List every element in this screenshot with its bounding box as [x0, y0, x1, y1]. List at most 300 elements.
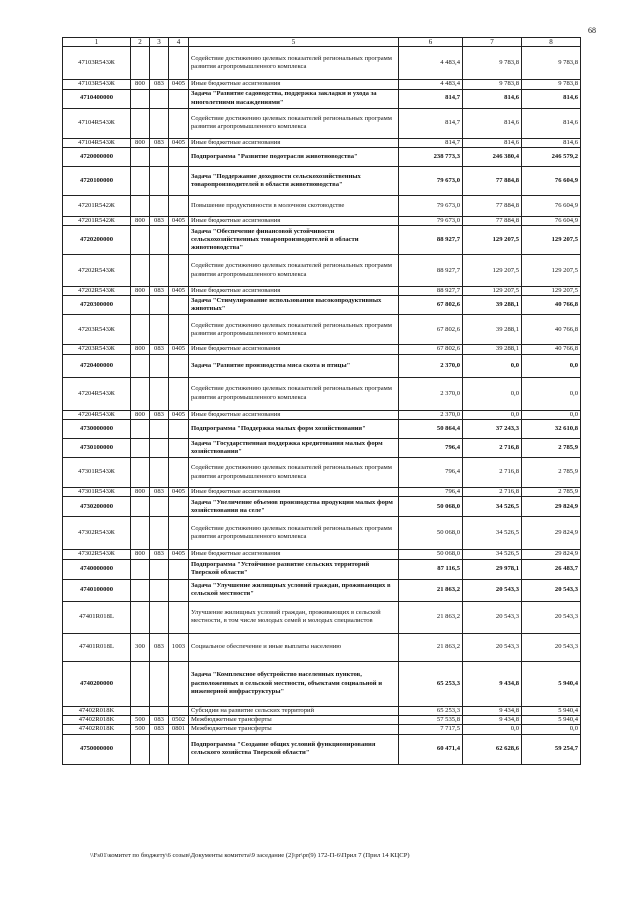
section-cell — [131, 354, 150, 377]
amount-2019-cell: 21 863,2 — [399, 633, 463, 661]
table-row — [63, 138, 581, 147]
header-col-3: 3 — [150, 38, 169, 47]
subsection-cell: 0405 — [169, 216, 189, 225]
amount-2019-cell: 88 927,7 — [399, 226, 463, 255]
table-row — [63, 216, 581, 225]
description-cell: Задача "Стимулирование использования высокопродуктивных животных" — [189, 296, 399, 315]
amount-2021-cell: 40 766,8 — [522, 315, 581, 345]
table-row — [63, 255, 581, 287]
subsection-cell — [169, 579, 189, 601]
section-cell — [131, 458, 150, 488]
subsection-cell: 0405 — [169, 80, 189, 89]
subsection-cell: 0405 — [169, 550, 189, 559]
code-cell: 47104R543Ж — [63, 108, 131, 138]
section-cell: 500 — [131, 715, 150, 724]
subsection-cell — [169, 296, 189, 315]
amount-2021-cell: 2 785,9 — [522, 458, 581, 488]
amount-2019-cell: 2 370,0 — [399, 354, 463, 377]
table-row — [63, 89, 581, 108]
code-cell: 4720100000 — [63, 166, 131, 195]
table-row — [63, 377, 581, 410]
amount-2020-cell: 0,0 — [463, 354, 522, 377]
description-cell: Задача "Увеличение объемов производства продукции малых форм хозяйствования на селе" — [189, 497, 399, 517]
ministry-cell — [150, 458, 169, 488]
amount-2019-cell: 79 673,0 — [399, 216, 463, 225]
description-cell: Подпрограмма "Развитие подотрасли животноводства" — [189, 147, 399, 166]
section-cell — [131, 497, 150, 517]
ministry-cell — [150, 497, 169, 517]
header-col-2: 2 — [131, 38, 150, 47]
subsection-cell — [169, 47, 189, 80]
code-cell: 47401R018L — [63, 601, 131, 633]
amount-2021-cell: 20 543,3 — [522, 601, 581, 633]
section-cell — [131, 734, 150, 764]
table-row — [63, 147, 581, 166]
amount-2021-cell: 814,6 — [522, 89, 581, 108]
amount-2019-cell: 60 471,4 — [399, 734, 463, 764]
code-cell: 4710400000 — [63, 89, 131, 108]
amount-2021-cell: 29 824,9 — [522, 517, 581, 550]
ministry-cell — [150, 296, 169, 315]
table-row — [63, 166, 581, 195]
amount-2020-cell: 0,0 — [463, 725, 522, 734]
header-col-6: 6 — [399, 38, 463, 47]
section-cell — [131, 108, 150, 138]
description-cell: Задача "Комплексное обустройство населенных пунктов, расположенных в сельской местности, объектами социальной и инженерной инфраструктуры" — [189, 661, 399, 706]
code-cell: 47203R543Ж — [63, 345, 131, 354]
code-cell: 47201R542Ж — [63, 195, 131, 216]
code-cell: 4740000000 — [63, 559, 131, 579]
amount-2021-cell: 246 579,2 — [522, 147, 581, 166]
table-row — [63, 559, 581, 579]
amount-2021-cell: 20 543,3 — [522, 579, 581, 601]
table-row — [63, 287, 581, 296]
description-cell: Содействие достижению целевых показателей региональных программ развития агропромышленного комплекса — [189, 255, 399, 287]
subsection-cell: 1003 — [169, 633, 189, 661]
subsection-cell: 0405 — [169, 345, 189, 354]
subsection-cell — [169, 255, 189, 287]
section-cell: 800 — [131, 410, 150, 419]
amount-2019-cell: 67 802,6 — [399, 296, 463, 315]
amount-2021-cell: 129 207,5 — [522, 255, 581, 287]
ministry-cell — [150, 579, 169, 601]
section-cell: 800 — [131, 80, 150, 89]
description-cell: Иные бюджетные ассигнования — [189, 80, 399, 89]
amount-2020-cell: 9 434,8 — [463, 715, 522, 724]
code-cell: 4730000000 — [63, 420, 131, 439]
subsection-cell — [169, 108, 189, 138]
ministry-cell — [150, 315, 169, 345]
table-row — [63, 715, 581, 724]
table-header-row — [63, 38, 581, 47]
section-cell: 800 — [131, 550, 150, 559]
ministry-cell — [150, 89, 169, 108]
table-row — [63, 550, 581, 559]
ministry-cell — [150, 255, 169, 287]
description-cell: Содействие достижению целевых показателей региональных программ развития агропромышленного комплекса — [189, 458, 399, 488]
amount-2019-cell: 65 253,3 — [399, 706, 463, 715]
section-cell — [131, 601, 150, 633]
section-cell: 800 — [131, 138, 150, 147]
page-number: 68 — [588, 26, 596, 35]
section-cell — [131, 195, 150, 216]
table-row — [63, 661, 581, 706]
budget-table — [62, 37, 581, 765]
description-cell: Задача "Государственная поддержка кредитования малых форм хозяйствования" — [189, 439, 399, 458]
table-row — [63, 345, 581, 354]
code-cell: 4750000000 — [63, 734, 131, 764]
ministry-cell — [150, 108, 169, 138]
amount-2019-cell: 88 927,7 — [399, 255, 463, 287]
description-cell: Иные бюджетные ассигнования — [189, 216, 399, 225]
code-cell: 47203R543Ж — [63, 315, 131, 345]
table-row — [63, 296, 581, 315]
amount-2019-cell: 2 370,0 — [399, 377, 463, 410]
table-row — [63, 108, 581, 138]
amount-2020-cell: 2 716,8 — [463, 488, 522, 497]
section-cell — [131, 255, 150, 287]
amount-2019-cell: 4 483,4 — [399, 80, 463, 89]
code-cell: 47402R018K — [63, 715, 131, 724]
amount-2019-cell: 87 116,5 — [399, 559, 463, 579]
ministry-cell: 083 — [150, 138, 169, 147]
description-cell: Повышение продуктивности в молочном скотоводстве — [189, 195, 399, 216]
amount-2021-cell: 814,6 — [522, 138, 581, 147]
amount-2020-cell: 77 884,8 — [463, 216, 522, 225]
ministry-cell — [150, 661, 169, 706]
description-cell: Субсидии на развитие сельских территорий — [189, 706, 399, 715]
subsection-cell — [169, 195, 189, 216]
ministry-cell: 083 — [150, 287, 169, 296]
amount-2020-cell: 2 716,8 — [463, 439, 522, 458]
table-row — [63, 47, 581, 80]
description-cell: Задача "Обеспечение финансовой устойчивости сельскохозяйственных товаропроизводителей в области животноводства" — [189, 226, 399, 255]
section-cell — [131, 226, 150, 255]
section-cell — [131, 420, 150, 439]
subsection-cell — [169, 706, 189, 715]
ministry-cell — [150, 706, 169, 715]
table-row — [63, 734, 581, 764]
ministry-cell — [150, 195, 169, 216]
amount-2021-cell: 59 254,7 — [522, 734, 581, 764]
subsection-cell — [169, 601, 189, 633]
ministry-cell — [150, 47, 169, 80]
table-row — [63, 226, 581, 255]
amount-2021-cell: 5 940,4 — [522, 706, 581, 715]
amount-2019-cell: 814,7 — [399, 89, 463, 108]
table-row — [63, 579, 581, 601]
subsection-cell: 0502 — [169, 715, 189, 724]
amount-2021-cell: 129 207,5 — [522, 226, 581, 255]
description-cell: Задача "Улучшение жилищных условий граждан, проживающих в сельской местности" — [189, 579, 399, 601]
amount-2019-cell: 814,7 — [399, 108, 463, 138]
description-cell: Задача "Поддержание доходности сельскохозяйственных товаропроизводителей в области животноводства" — [189, 166, 399, 195]
header-col-1: 1 — [63, 38, 131, 47]
description-cell: Содействие достижению целевых показателей региональных программ развития агропромышленного комплекса — [189, 517, 399, 550]
subsection-cell — [169, 661, 189, 706]
amount-2021-cell: 29 824,9 — [522, 550, 581, 559]
amount-2019-cell: 21 863,2 — [399, 601, 463, 633]
file-path-footer: \\Fs01\комитет по бюджету\6 созыв\Документы комитета\9 заседание (2)\рr\рr(9) 172-П-6\Прил 7 (Прил 14 КЦСР) — [90, 852, 410, 859]
amount-2020-cell: 246 380,4 — [463, 147, 522, 166]
description-cell: Межбюджетные трансферты — [189, 725, 399, 734]
code-cell: 47302R543Ж — [63, 517, 131, 550]
subsection-cell — [169, 439, 189, 458]
code-cell: 47301R543Ж — [63, 488, 131, 497]
code-cell: 47204R543Ж — [63, 377, 131, 410]
ministry-cell: 083 — [150, 345, 169, 354]
table-row — [63, 195, 581, 216]
code-cell: 4720200000 — [63, 226, 131, 255]
section-cell — [131, 47, 150, 80]
amount-2020-cell: 34 526,5 — [463, 550, 522, 559]
amount-2021-cell: 26 483,7 — [522, 559, 581, 579]
code-cell: 4730200000 — [63, 497, 131, 517]
table-row — [63, 497, 581, 517]
description-cell: Содействие достижению целевых показателей региональных программ развития агропромышленного комплекса — [189, 315, 399, 345]
section-cell: 800 — [131, 345, 150, 354]
subsection-cell: 0405 — [169, 138, 189, 147]
table-row — [63, 354, 581, 377]
code-cell: 4720300000 — [63, 296, 131, 315]
code-cell: 47202R543Ж — [63, 255, 131, 287]
section-cell — [131, 377, 150, 410]
amount-2019-cell: 50 068,0 — [399, 517, 463, 550]
header-col-4: 4 — [169, 38, 189, 47]
ministry-cell — [150, 439, 169, 458]
amount-2020-cell: 39 288,1 — [463, 296, 522, 315]
ministry-cell: 083 — [150, 216, 169, 225]
description-cell: Иные бюджетные ассигнования — [189, 410, 399, 419]
subsection-cell — [169, 458, 189, 488]
ministry-cell — [150, 601, 169, 633]
subsection-cell: 0405 — [169, 287, 189, 296]
amount-2020-cell: 129 207,5 — [463, 226, 522, 255]
code-cell: 47204R543Ж — [63, 410, 131, 419]
amount-2019-cell: 50 068,0 — [399, 550, 463, 559]
amount-2020-cell: 129 207,5 — [463, 255, 522, 287]
subsection-cell — [169, 147, 189, 166]
code-cell: 47402R018K — [63, 706, 131, 715]
header-col-5: 5 — [189, 38, 399, 47]
code-cell: 4740200000 — [63, 661, 131, 706]
amount-2020-cell: 9 783,8 — [463, 47, 522, 80]
amount-2020-cell: 39 288,1 — [463, 345, 522, 354]
description-cell: Социальное обеспечение и иные выплаты населению — [189, 633, 399, 661]
section-cell — [131, 166, 150, 195]
code-cell: 47401R018L — [63, 633, 131, 661]
description-cell: Улучшение жилищных условий граждан, проживающих в сельской местности, в том числе молодых семей и молодых специалистов — [189, 601, 399, 633]
subsection-cell — [169, 497, 189, 517]
amount-2020-cell: 814,6 — [463, 108, 522, 138]
subsection-cell — [169, 166, 189, 195]
amount-2021-cell: 40 766,8 — [522, 345, 581, 354]
section-cell — [131, 579, 150, 601]
ministry-cell: 083 — [150, 725, 169, 734]
code-cell: 4720000000 — [63, 147, 131, 166]
amount-2020-cell: 37 243,3 — [463, 420, 522, 439]
description-cell: Содействие достижению целевых показателей региональных программ развития агропромышленного комплекса — [189, 377, 399, 410]
amount-2020-cell: 20 543,3 — [463, 633, 522, 661]
ministry-cell — [150, 147, 169, 166]
section-cell — [131, 89, 150, 108]
amount-2020-cell: 0,0 — [463, 377, 522, 410]
amount-2020-cell: 34 526,5 — [463, 497, 522, 517]
amount-2021-cell: 0,0 — [522, 410, 581, 419]
subsection-cell — [169, 354, 189, 377]
amount-2020-cell: 34 526,5 — [463, 517, 522, 550]
amount-2019-cell: 814,7 — [399, 138, 463, 147]
ministry-cell — [150, 377, 169, 410]
amount-2021-cell: 76 604,9 — [522, 166, 581, 195]
description-cell: Подпрограмма "Создание общих условий функционирования сельского хозяйства Тверской области" — [189, 734, 399, 764]
table-row — [63, 601, 581, 633]
amount-2020-cell: 814,6 — [463, 138, 522, 147]
table-row — [63, 410, 581, 419]
table-row — [63, 80, 581, 89]
amount-2019-cell: 796,4 — [399, 488, 463, 497]
table-row — [63, 488, 581, 497]
amount-2021-cell: 814,6 — [522, 108, 581, 138]
amount-2021-cell: 0,0 — [522, 377, 581, 410]
ministry-cell — [150, 166, 169, 195]
amount-2019-cell: 88 927,7 — [399, 287, 463, 296]
section-cell — [131, 706, 150, 715]
amount-2020-cell: 0,0 — [463, 410, 522, 419]
code-cell: 47402R018K — [63, 725, 131, 734]
description-cell: Иные бюджетные ассигнования — [189, 345, 399, 354]
amount-2019-cell: 67 802,6 — [399, 345, 463, 354]
ministry-cell: 083 — [150, 488, 169, 497]
section-cell — [131, 147, 150, 166]
description-cell: Содействие достижению целевых показателей региональных программ развития агропромышленного комплекса — [189, 108, 399, 138]
amount-2019-cell: 796,4 — [399, 458, 463, 488]
ministry-cell — [150, 226, 169, 255]
amount-2019-cell: 65 253,3 — [399, 661, 463, 706]
amount-2021-cell: 9 783,8 — [522, 80, 581, 89]
table-row — [63, 420, 581, 439]
description-cell: Иные бюджетные ассигнования — [189, 550, 399, 559]
amount-2021-cell: 129 207,5 — [522, 287, 581, 296]
description-cell: Задача "Развитие производства мяса скота и птицы" — [189, 354, 399, 377]
description-cell: Иные бюджетные ассигнования — [189, 287, 399, 296]
amount-2021-cell: 76 604,9 — [522, 195, 581, 216]
ministry-cell: 083 — [150, 633, 169, 661]
code-cell: 47301R543Ж — [63, 458, 131, 488]
amount-2020-cell: 20 543,3 — [463, 579, 522, 601]
table-row — [63, 315, 581, 345]
section-cell: 800 — [131, 287, 150, 296]
amount-2019-cell: 50 068,0 — [399, 497, 463, 517]
amount-2021-cell: 2 785,9 — [522, 439, 581, 458]
amount-2020-cell: 39 288,1 — [463, 315, 522, 345]
amount-2020-cell: 129 207,5 — [463, 287, 522, 296]
table-row — [63, 458, 581, 488]
amount-2020-cell: 9 783,8 — [463, 80, 522, 89]
code-cell: 4720400000 — [63, 354, 131, 377]
amount-2020-cell: 9 434,8 — [463, 661, 522, 706]
section-cell — [131, 296, 150, 315]
description-cell: Иные бюджетные ассигнования — [189, 138, 399, 147]
amount-2020-cell: 20 543,3 — [463, 601, 522, 633]
code-cell: 47104R543Ж — [63, 138, 131, 147]
table-row — [63, 633, 581, 661]
description-cell: Иные бюджетные ассигнования — [189, 488, 399, 497]
ministry-cell: 083 — [150, 80, 169, 89]
ministry-cell: 083 — [150, 410, 169, 419]
ministry-cell — [150, 420, 169, 439]
description-cell: Содействие достижению целевых показателей региональных программ развития агропромышленного комплекса — [189, 47, 399, 80]
code-cell: 47302R543Ж — [63, 550, 131, 559]
section-cell — [131, 559, 150, 579]
code-cell: 47103R543Ж — [63, 80, 131, 89]
description-cell: Подпрограмма "Поддержка малых форм хозяйствования" — [189, 420, 399, 439]
section-cell: 800 — [131, 216, 150, 225]
table-row — [63, 439, 581, 458]
amount-2019-cell: 21 863,2 — [399, 579, 463, 601]
subsection-cell — [169, 377, 189, 410]
amount-2021-cell: 5 940,4 — [522, 661, 581, 706]
description-cell: Подпрограмма "Устойчивое развитие сельских территорий Тверской области" — [189, 559, 399, 579]
amount-2020-cell: 9 434,8 — [463, 706, 522, 715]
amount-2020-cell: 29 978,1 — [463, 559, 522, 579]
ministry-cell — [150, 559, 169, 579]
amount-2019-cell: 238 773,3 — [399, 147, 463, 166]
amount-2019-cell: 79 673,0 — [399, 195, 463, 216]
subsection-cell: 0405 — [169, 410, 189, 419]
amount-2020-cell: 77 884,8 — [463, 166, 522, 195]
ministry-cell: 083 — [150, 550, 169, 559]
amount-2021-cell: 29 824,9 — [522, 497, 581, 517]
amount-2021-cell: 0,0 — [522, 725, 581, 734]
amount-2019-cell: 4 483,4 — [399, 47, 463, 80]
amount-2019-cell: 67 802,6 — [399, 315, 463, 345]
amount-2021-cell: 0,0 — [522, 354, 581, 377]
table-row — [63, 725, 581, 734]
amount-2019-cell: 7 717,5 — [399, 725, 463, 734]
ministry-cell — [150, 517, 169, 550]
ministry-cell — [150, 354, 169, 377]
code-cell: 47201R542Ж — [63, 216, 131, 225]
amount-2021-cell: 76 604,9 — [522, 216, 581, 225]
table-row — [63, 517, 581, 550]
subsection-cell — [169, 226, 189, 255]
section-cell — [131, 517, 150, 550]
subsection-cell — [169, 559, 189, 579]
amount-2021-cell: 32 610,8 — [522, 420, 581, 439]
amount-2021-cell: 20 543,3 — [522, 633, 581, 661]
amount-2019-cell: 79 673,0 — [399, 166, 463, 195]
section-cell — [131, 661, 150, 706]
amount-2020-cell: 814,6 — [463, 89, 522, 108]
amount-2021-cell: 40 766,8 — [522, 296, 581, 315]
amount-2019-cell: 2 370,0 — [399, 410, 463, 419]
code-cell: 47103R543Ж — [63, 47, 131, 80]
code-cell: 4730100000 — [63, 439, 131, 458]
header-col-8: 8 — [522, 38, 581, 47]
description-cell: Задача "Развитие садоводства, поддержка закладки и ухода за многолетними насаждениями" — [189, 89, 399, 108]
ministry-cell — [150, 734, 169, 764]
description-cell: Межбюджетные трансферты — [189, 715, 399, 724]
amount-2020-cell: 62 628,6 — [463, 734, 522, 764]
section-cell: 500 — [131, 725, 150, 734]
header-col-7: 7 — [463, 38, 522, 47]
amount-2020-cell: 77 884,8 — [463, 195, 522, 216]
code-cell: 4740100000 — [63, 579, 131, 601]
amount-2021-cell: 9 783,8 — [522, 47, 581, 80]
amount-2019-cell: 50 864,4 — [399, 420, 463, 439]
subsection-cell — [169, 89, 189, 108]
